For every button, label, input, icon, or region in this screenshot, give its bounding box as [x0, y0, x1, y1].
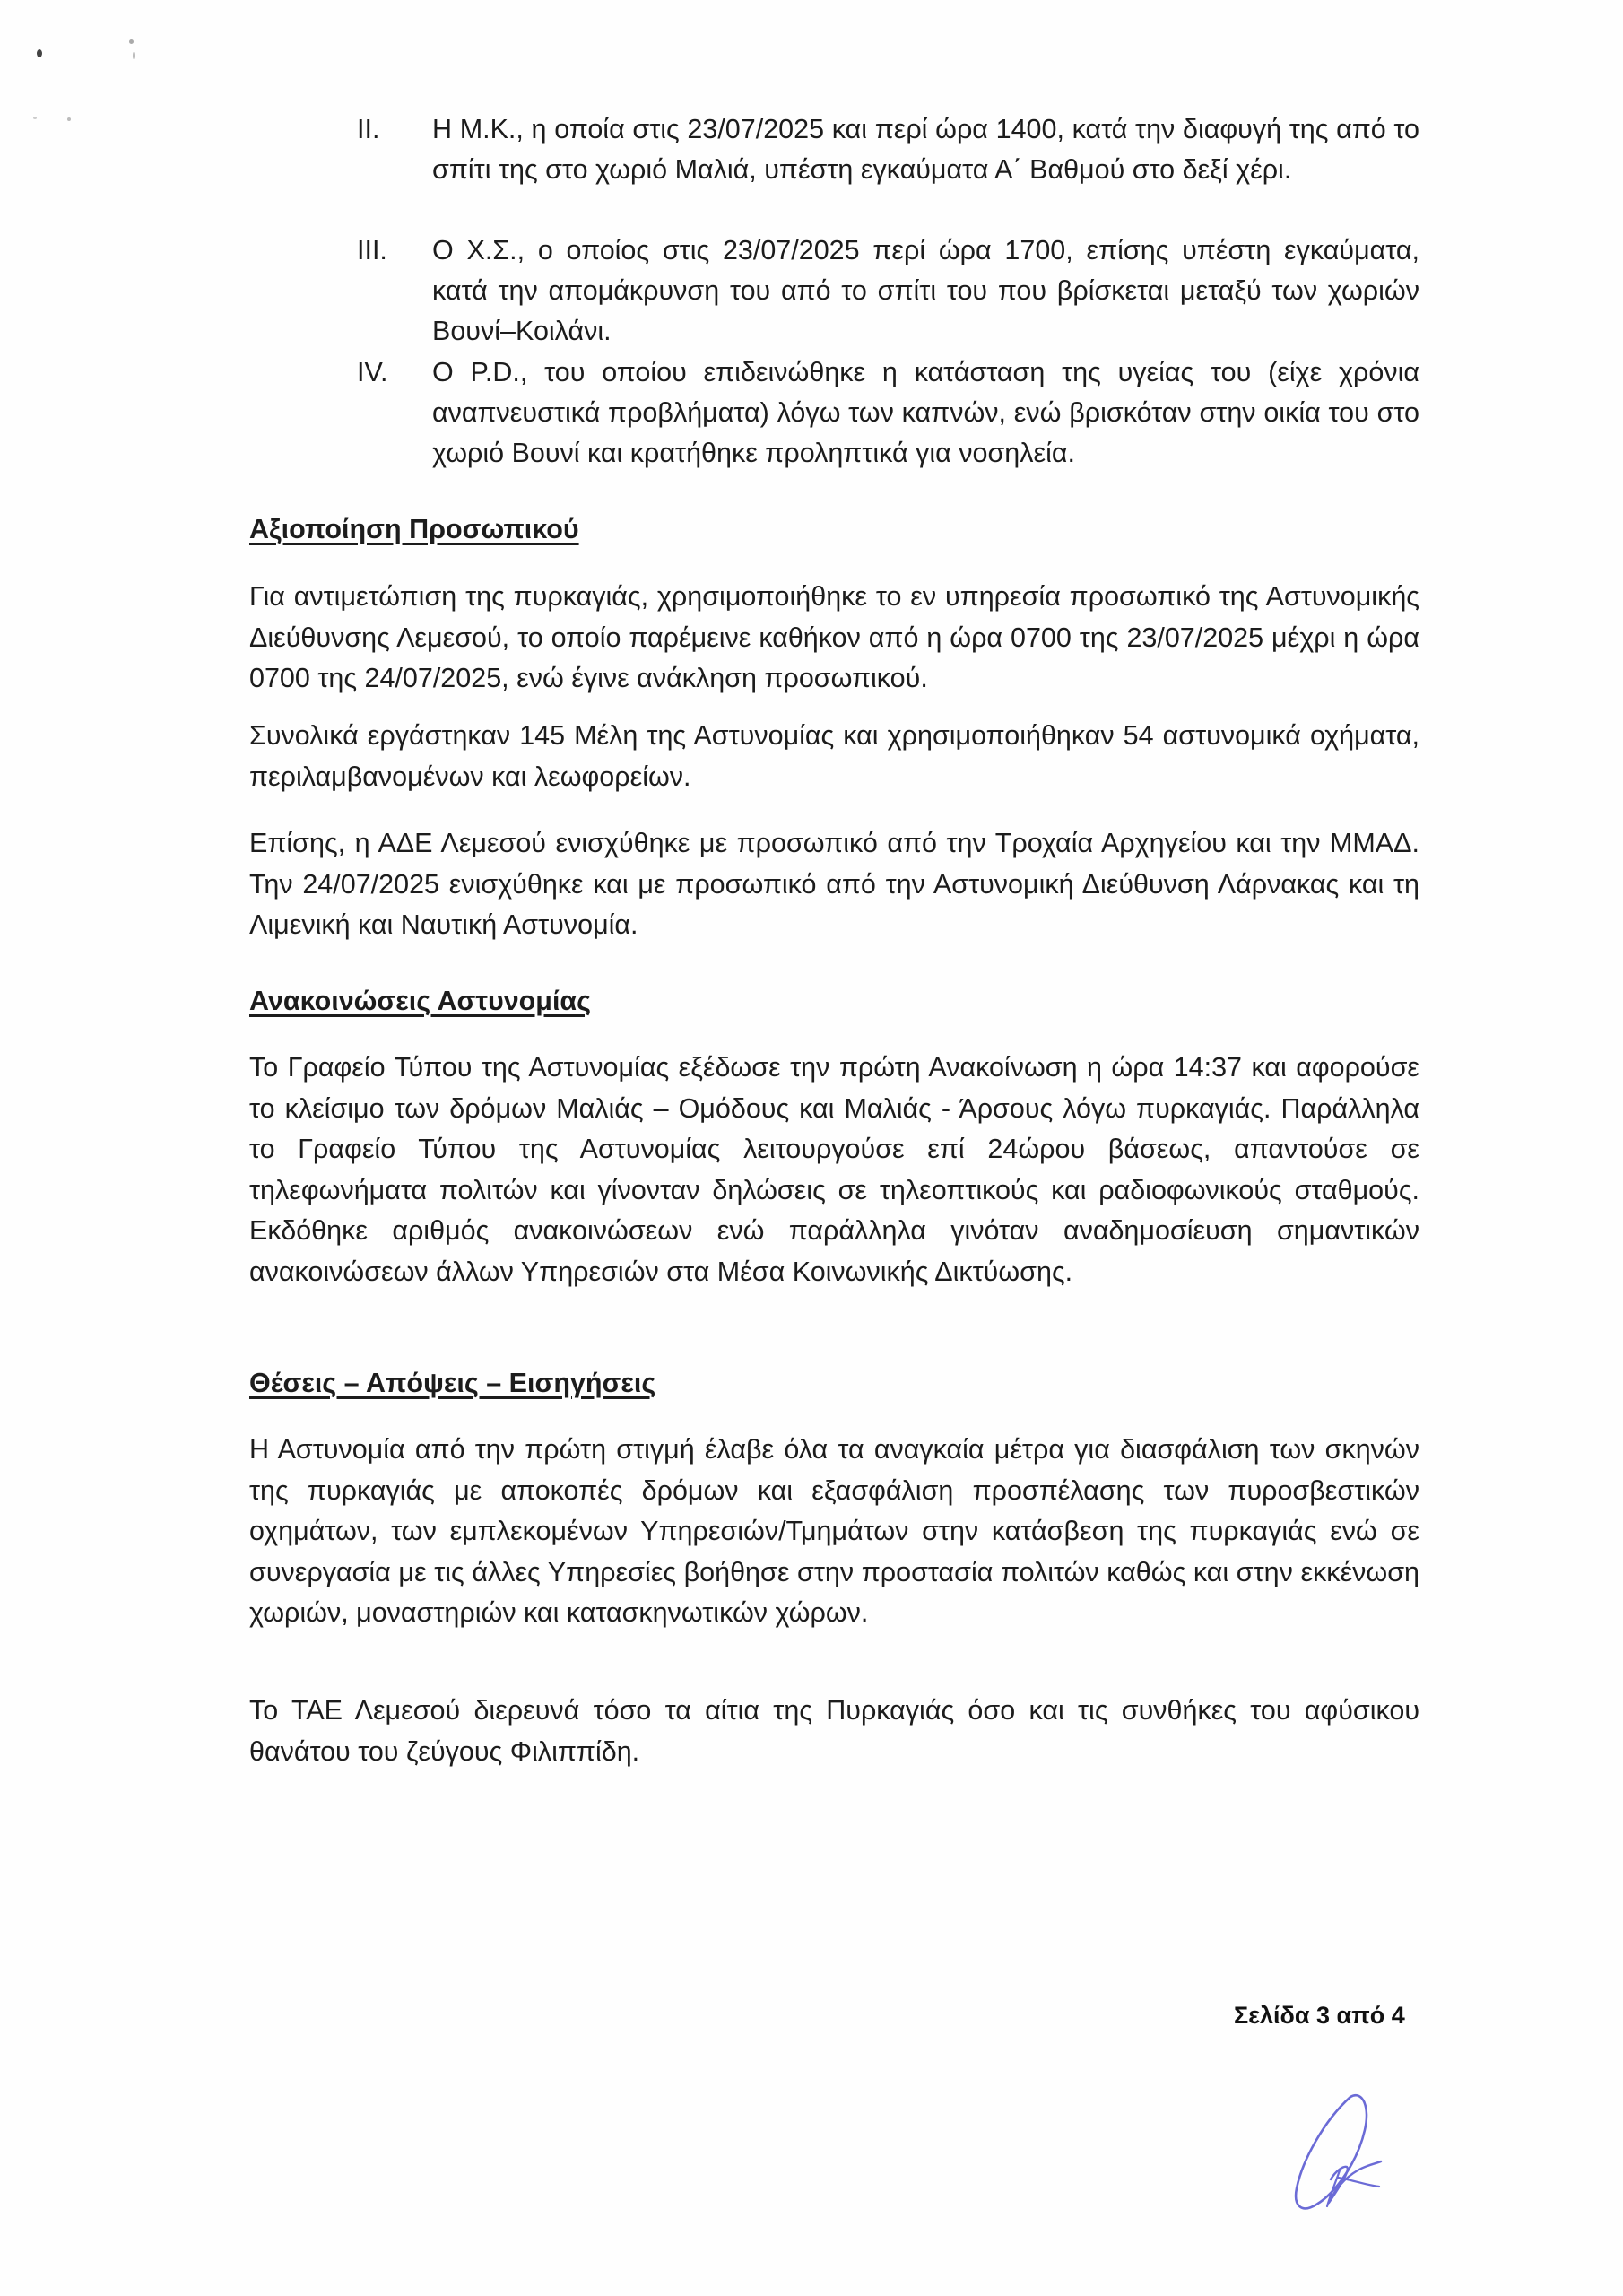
list-item-text: Ο Χ.Σ., ο οποίος στις 23/07/2025 περί ώρα 1700, επίσης υπέστη εγκαύματα, κατά την απομάκρυνση του από το σπίτι του που βρίσκεται μεταξύ των χωριών Βουνί–Κοιλάνι.	[432, 235, 1419, 346]
paragraph: Συνολικά εργάστηκαν 145 Μέλη της Αστυνομίας και χρησιμοποιήθηκαν 54 αστυνομικά οχήματα, περιλαμβανομένων και λεωφορείων.	[249, 720, 1419, 792]
scan-speck	[129, 39, 134, 44]
list-item-text: Η Μ.Κ., η οποία στις 23/07/2025 και περί ώρα 1400, κατά την διαφυγή της από το σπίτι της στο χωριό Μαλιά, υπέστη εγκαύματα Α΄ Βαθμού στο δεξί χέρι.	[432, 114, 1419, 185]
list-numeral: II.	[357, 114, 380, 144]
scan-speck	[133, 52, 135, 59]
paragraph: Επίσης, η ΑΔΕ Λεμεσού ενισχύθηκε με προσωπικό από την Τροχαία Αρχηγείου και την ΜΜΑΔ. Την 24/07/2025 ενισχύθηκε και με προσωπικό από την Αστυνομική Διεύθυνση Λάρνακας και τη Λιμενική και Ναυτική Αστυνομία.	[249, 828, 1419, 940]
paragraph: Η Αστυνομία από την πρώτη στιγμή έλαβε όλα τα αναγκαία μέτρα για διασφάλιση των σκηνών της πυρκαγιάς με αποκοπές δρόμων και εξασφάλιση προσπέλασης των πυροσβεστικών οχημάτων, των εμπλεκομένων Υπηρεσιών/Τμημάτων στην κατάσβεση της πυρκαγιάς ενώ σε συνεργασία με τις άλλες Υπηρεσίες βοήθησε στην προστασία πολιτών καθώς και στην εκκένωση χωριών, μοναστηριών και κατασκηνωτικών χώρων.	[249, 1434, 1419, 1628]
paragraph: Το Γραφείο Τύπου της Αστυνομίας εξέδωσε την πρώτη Ανακοίνωση η ώρα 14:37 και αφορούσε το κλείσιμο των δρόμων Μαλιάς – Ομόδους και Μαλιάς - Άρσους λόγω πυρκαγιάς. Παράλληλα το Γραφείο Τύπου της Αστυνομίας λειτουργούσε επί 24ώρου βάσεως, απαντούσε σε τηλεφωνήματα πολιτών και γίνονταν δηλώσεις σε τηλεοπτικούς και ραδιοφωνικούς σταθμούς. Εκδόθηκε αριθμός ανακοινώσεων ενώ παράλληλα γινόταν αναδημοσίευση σημαντικών ανακοινώσεων άλλων Υπηρεσιών στα Μέσα Κοινωνικής Δικτύωσης.	[249, 1052, 1419, 1287]
numbered-list	[357, 109, 1419, 474]
scan-speck	[33, 117, 37, 119]
list-item-text: Ο P.D., του οποίου επιδεινώθηκε η κατάσταση της υγείας του (είχε χρόνια αναπνευστικά προβλήματα) λόγω των καπνών, ενώ βρισκόταν στην οικία του στο χωριό Βουνί και κρατήθηκε προληπτικά για νοσηλεία.	[432, 357, 1419, 468]
list-item	[357, 352, 1419, 474]
scan-speck	[67, 117, 71, 121]
list-item	[357, 230, 1419, 352]
list-numeral: IV.	[357, 357, 388, 387]
list-item	[357, 109, 1419, 230]
paragraph: Το ΤΑΕ Λεμεσού διερευνά τόσο τα αίτια της Πυρκαγιάς όσο και τις συνθήκες του αφύσικου θανάτου του ζεύγους Φιλιππίδη.	[249, 1695, 1419, 1767]
page-number: Σελίδα 3 από 4	[1234, 2002, 1405, 2029]
section-heading-positions: Θέσεις – Απόψεις – Εισηγήσεις	[249, 1368, 656, 1398]
scan-speck	[37, 49, 42, 57]
paragraph: Για αντιμετώπιση της πυρκαγιάς, χρησιμοποιήθηκε το εν υπηρεσία προσωπικό της Αστυνομικής Διεύθυνσης Λεμεσού, το οποίο παρέμεινε καθήκον από η ώρα 0700 της 23/07/2025 μέχρι η ώρα 0700 της 24/07/2025, ενώ έγινε ανάκληση προσωπικού.	[249, 581, 1419, 693]
section-heading-personnel: Αξιοποίηση Προσωπικού	[249, 514, 579, 544]
signature-icon	[1264, 2081, 1408, 2224]
section-heading-announcements: Ανακοινώσεις Αστυνομίας	[249, 986, 592, 1016]
list-numeral: III.	[357, 235, 387, 265]
